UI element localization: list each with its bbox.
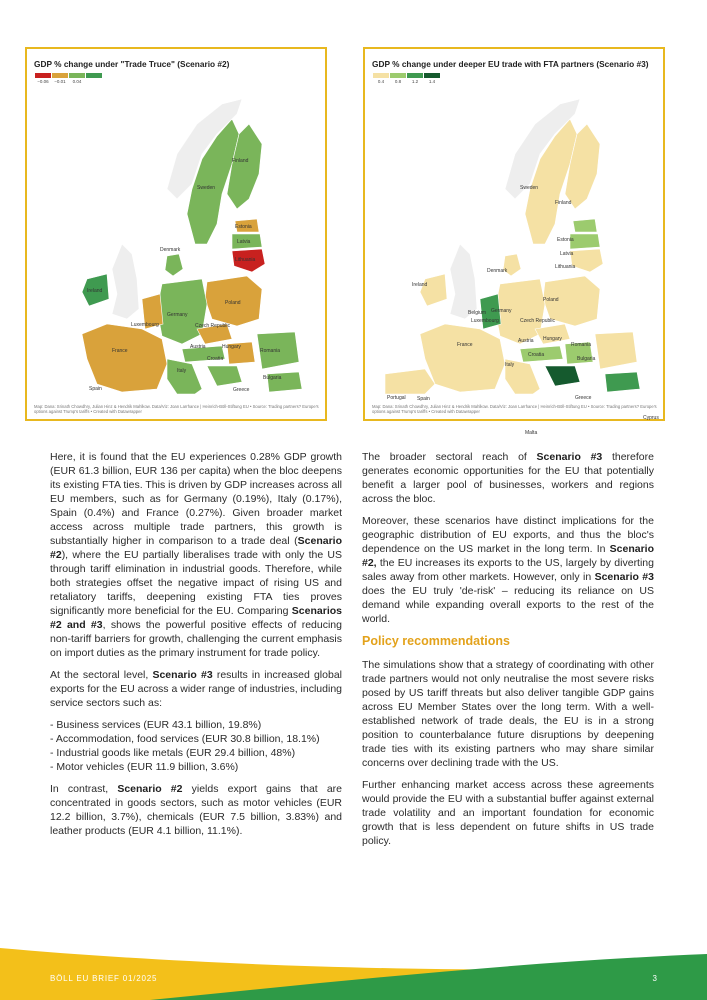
country-label: Greece xyxy=(575,395,592,401)
region-croatia xyxy=(207,366,242,386)
map-legend xyxy=(373,73,441,84)
paragraph: Here, it is found that the EU experiences 0.28% GDP growth (EUR 61.3 billion, EUR 136 per capita) when the bloc deepens its existing FTA ties. This is driven by GDP increases across all EU members, such as for Germany (0.19%), Italy (0.17%), Spain (0.4%) and France (0.27%). Given broader market access across multiple trade partners, this growth is substantially higher in comparison to a trade deal (Scenario #2), where the EU partially liberalises trade with only the US through tariff elimination in industrial goods. Therefore, while both strategies offset the negative impact of rising US and retaliatory tariffs, deepening existing FTA ties proves significantly more beneficial for the EU. Comparing Scenarios #2 and #3, shows the powerful positive effects of reducing non-tariff barriers for growth, challenging the current emphasis on import duties as the primary instrument for trade policy. xyxy=(50,451,342,659)
region-iberia xyxy=(385,369,435,394)
country-label: Bulgaria xyxy=(577,356,596,362)
country-label: Denmark xyxy=(160,247,181,253)
legend-label: 0.4 xyxy=(377,79,385,84)
emphasis: Scenario #2 xyxy=(50,535,342,561)
paragraph: The broader sectoral reach of Scenario #3 therefore generates economic opportunities for the EU that potentially benefit a larger pool of businesses, workers and regions across the bloc. xyxy=(362,451,654,505)
country-label: Ireland xyxy=(87,288,103,294)
legend-swatch xyxy=(35,73,51,78)
list-item: - Business services (EUR 43.1 billion, 19.8%) xyxy=(50,719,262,731)
country-label: Latvia xyxy=(237,239,251,245)
region-uk xyxy=(112,244,139,319)
legend-swatch xyxy=(390,73,406,78)
map-fta-scenario xyxy=(363,47,665,436)
country-label: Poland xyxy=(225,300,241,306)
country-label: Czech Republic xyxy=(195,323,231,329)
text-column-left xyxy=(50,450,342,846)
country-label: Spain xyxy=(89,386,102,392)
text-column-right xyxy=(362,450,654,856)
country-label: Germany xyxy=(167,312,188,318)
region-estonia xyxy=(573,219,597,232)
region-bulgaria xyxy=(605,372,640,392)
paragraph: Further enhancing market access across these agreements would provide the EU with a substantial buffer against external trade volatility and an important foundation for economic growth that is less dependent on future shifts in US trade policy. xyxy=(362,779,654,847)
country-label: Finland xyxy=(232,158,249,164)
region-latvia xyxy=(570,234,600,249)
country-label: Italy xyxy=(177,368,187,374)
footer-label: BÖLL EU BRIEF 01/2025 xyxy=(50,974,158,983)
country-label: France xyxy=(457,342,473,348)
region-croatia xyxy=(545,366,580,386)
country-label: Hungary xyxy=(222,344,241,350)
country-label: Belgium xyxy=(468,310,487,316)
map-source-note: Map: Dana: Srinath Chowdhry, Julian Hinz & Hendrik Mahlkow. Data/Viz: Joan Larrhance | Heinrich-Böll-Stiftung EU • Source: Trading partners? Europe's options against Trump's tariffs • Created with Datawrapper xyxy=(34,403,319,414)
country-label: Lithuania xyxy=(235,257,256,263)
legend-label: −0.06 xyxy=(37,79,49,84)
country-label: Latvia xyxy=(560,251,574,257)
region-italy xyxy=(167,359,202,394)
country-label: Sweden xyxy=(520,185,539,191)
map-trade-truce xyxy=(25,47,327,421)
map-legend xyxy=(35,73,103,84)
paragraph: Moreover, these scenarios have distinct implications for the geographic distribution of EU exports, and thus the bloc's dependence on the US market in the long term. In Scenario #2, the EU increases its exports to the US, largely by diverting sales away from other markets. However, only in Scenario #3 does the EU truly 'de-risk' – reducing its reliance on US demand while expanding overall exports to the rest of the world. xyxy=(362,515,654,625)
footer-band xyxy=(0,930,707,1000)
bullet-list xyxy=(50,718,342,774)
emphasis: Scenario #3 xyxy=(536,451,603,463)
country-label: Sweden xyxy=(197,185,216,191)
legend-swatch xyxy=(69,73,85,78)
country-label: Austria xyxy=(190,344,206,350)
section-heading: Policy recommendations xyxy=(362,634,510,648)
country-label: Lithuania xyxy=(555,264,576,270)
list-item: - Accommodation, food services (EUR 30.8 billion, 18.1%) xyxy=(50,733,320,745)
page-number: 3 xyxy=(652,974,657,983)
list-item: - Motor vehicles (EUR 11.9 billion, 3.6%) xyxy=(50,761,239,773)
country-label: Spain xyxy=(417,396,430,402)
country-label: Romania xyxy=(260,348,281,354)
country-label: Italy xyxy=(505,362,515,368)
legend-label: 1.4 xyxy=(428,79,436,84)
emphasis: Scenario #2 xyxy=(117,783,183,795)
country-label: Hungary xyxy=(543,336,562,342)
emphasis: Scenarios #2 and #3 xyxy=(50,605,342,631)
country-label: Austria xyxy=(518,338,534,344)
country-label: Poland xyxy=(543,297,559,303)
legend-swatch xyxy=(52,73,68,78)
legend-swatch xyxy=(86,73,102,78)
region-uk xyxy=(450,244,477,319)
country-label: Greece xyxy=(233,387,250,393)
country-label: Ireland xyxy=(412,282,428,288)
map-title: GDP % change under deeper EU trade with FTA partners (Scenario #3) xyxy=(372,59,649,69)
country-label: Malta xyxy=(525,430,538,436)
legend-swatch xyxy=(424,73,440,78)
list-item: - Industrial goods like metals (EUR 29.4 billion, 48%) xyxy=(50,747,296,759)
country-label: Czech Republic xyxy=(520,318,556,324)
map-source-note: Map: Dana: Srinath Chowdhry, Julian Hinz & Hendrik Mahlkow. Data/Viz: Joan Larrhance | Heinrich-Böll-Stiftung EU • Source: Trading partners? Europe's options against Trump's tariffs • Created with Datawrapper xyxy=(372,403,657,414)
europe-choropleth-map xyxy=(27,94,329,394)
paragraph: At the sectoral level, Scenario #3 results in increased global exports for the EU across a wider range of industries, including service sectors such as: xyxy=(50,669,342,709)
emphasis: Scenario #2, xyxy=(362,543,654,569)
country-label: Bulgaria xyxy=(263,375,282,381)
country-label: Portugal xyxy=(387,395,406,401)
country-label: Denmark xyxy=(487,268,508,274)
region-ireland xyxy=(420,274,447,306)
paragraph: In contrast, Scenario #2 yields export gains that are concentrated in goods sectors, such as motor vehicles (EUR 12.2 billion, 3.7%), chemicals (EUR 7.5 billion, 3.83%) and leather products (EUR 4.1 billion, 11.1%). xyxy=(50,783,343,837)
legend-label: 0.8 xyxy=(394,79,402,84)
country-label: Germany xyxy=(491,308,512,314)
region-france xyxy=(82,324,167,392)
country-label: Croatia xyxy=(528,352,545,358)
map-title: GDP % change under "Trade Truce" (Scenario #2) xyxy=(34,59,230,69)
country-label: Finland xyxy=(555,200,572,206)
country-label: Estonia xyxy=(557,237,574,243)
region-romania xyxy=(595,332,637,369)
legend-label: 0.04 xyxy=(72,79,82,84)
region-denmark xyxy=(165,254,183,276)
country-label: France xyxy=(112,348,128,354)
paragraph: The simulations show that a strategy of coordinating with other trade partners would not only neutralise the most severe risks posed by US tariff threats but also deliver tangible GDP gains across EU Member States over the long term. With a well-established network of trade deals, the EU is in a strong position to counterbalance future disruptions by deepening trade ties with its existing partners who may share similar concerns over declining trade with the US. xyxy=(362,659,654,769)
emphasis: Scenario #3 xyxy=(152,669,213,681)
country-label: Luxembourg xyxy=(131,322,159,328)
country-label: Estonia xyxy=(235,224,252,230)
legend-label: 1.2 xyxy=(411,79,419,84)
legend-swatch xyxy=(373,73,389,78)
country-label: Croatia xyxy=(207,356,224,362)
emphasis: Scenario #3 xyxy=(594,571,654,583)
legend-swatch xyxy=(407,73,423,78)
country-label: Luxembourg xyxy=(471,318,499,324)
country-label: Romania xyxy=(571,342,592,348)
legend-label: −0.01 xyxy=(54,79,66,84)
country-label: Cyprus xyxy=(643,415,659,421)
